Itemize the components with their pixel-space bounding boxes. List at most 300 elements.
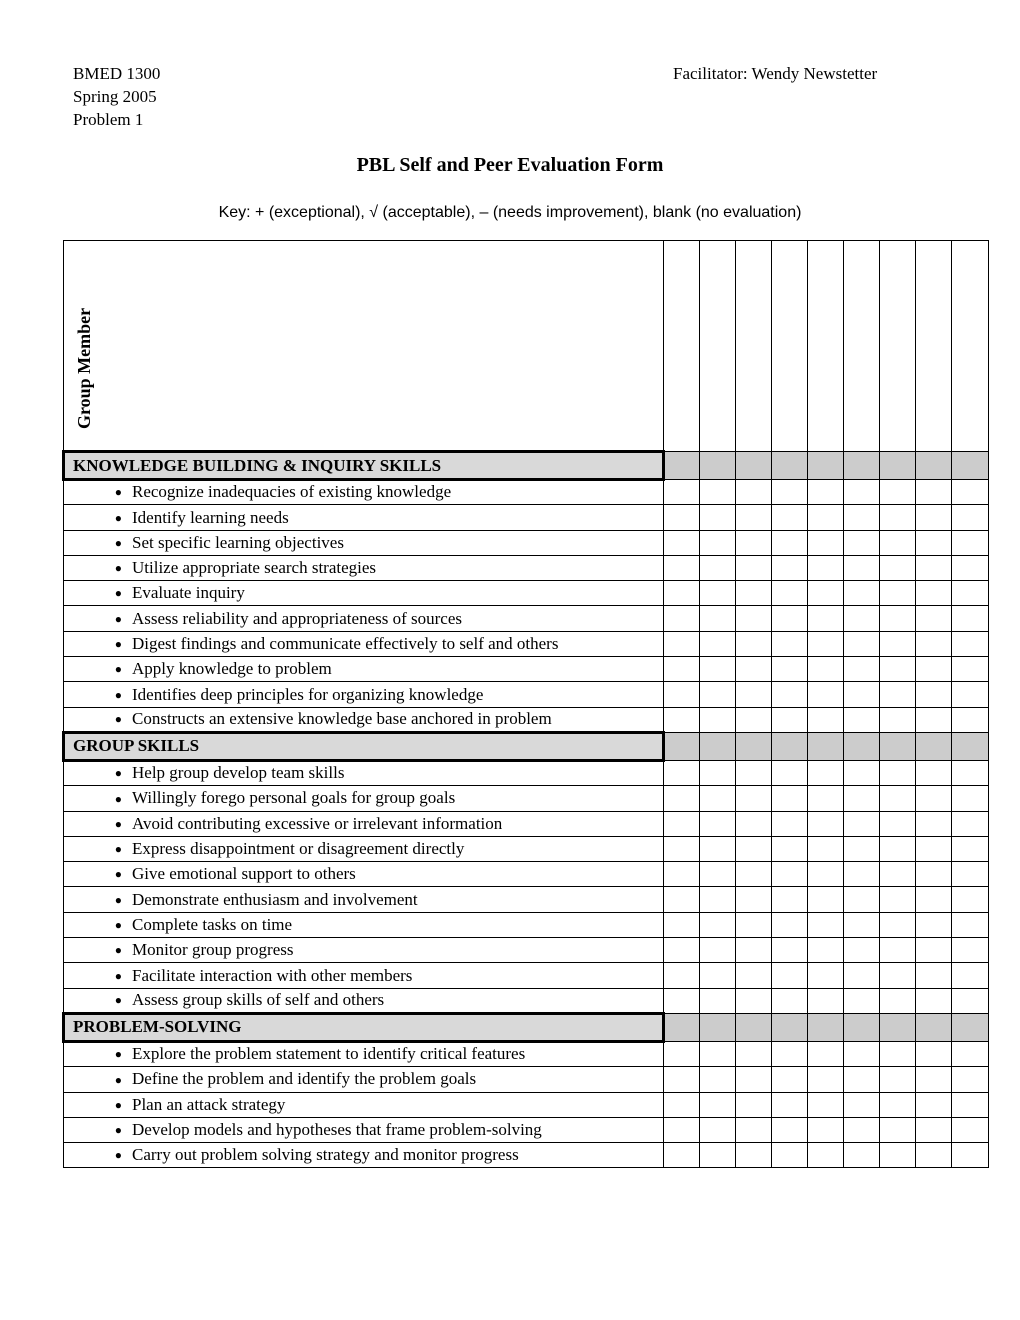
rating-cell-3[interactable]: [736, 1117, 772, 1142]
rating-cell-8[interactable]: [916, 862, 952, 887]
rating-cell-4[interactable]: [772, 988, 808, 1013]
rating-cell-6[interactable]: [844, 1041, 880, 1066]
rating-cell-5[interactable]: [808, 631, 844, 656]
rating-cell-3[interactable]: [736, 862, 772, 887]
rating-cell-1[interactable]: [664, 1143, 700, 1168]
rating-cell-9[interactable]: [952, 963, 989, 988]
section-shaded-cell: [880, 1013, 916, 1041]
section-shaded-cell: [700, 732, 736, 760]
rating-cell-2[interactable]: [700, 707, 736, 732]
rating-cell-5[interactable]: [808, 606, 844, 631]
header-course-info: [73, 62, 160, 131]
bullet-icon: ●: [114, 816, 122, 831]
rating-cell-6[interactable]: [844, 811, 880, 836]
rating-cell-3[interactable]: [736, 988, 772, 1013]
rating-cell-4[interactable]: [772, 811, 808, 836]
table-row: [64, 581, 989, 606]
rating-cell-2[interactable]: [700, 1117, 736, 1142]
rating-cell-2[interactable]: [700, 606, 736, 631]
rating-cell-7[interactable]: [880, 912, 916, 937]
skill-label: Explore the problem statement to identify critical features: [132, 1044, 526, 1064]
skill-item: [64, 480, 664, 505]
rating-cell-9[interactable]: [952, 530, 989, 555]
rating-cell-3[interactable]: [736, 631, 772, 656]
bullet-icon: ●: [114, 637, 122, 652]
rating-cell-7[interactable]: [880, 606, 916, 631]
rating-cell-9[interactable]: [952, 912, 989, 937]
table-row: [64, 657, 989, 682]
rating-cell-5[interactable]: [808, 836, 844, 861]
rating-cell-7[interactable]: [880, 963, 916, 988]
rating-cell-3[interactable]: [736, 707, 772, 732]
rating-cell-9[interactable]: [952, 988, 989, 1013]
rating-cell-2[interactable]: [700, 760, 736, 785]
section-shaded-cell: [664, 732, 700, 760]
rating-cell-2[interactable]: [700, 811, 736, 836]
rating-cell-8[interactable]: [916, 1143, 952, 1168]
rating-cell-1[interactable]: [664, 581, 700, 606]
rating-cell-6[interactable]: [844, 657, 880, 682]
rating-cell-9[interactable]: [952, 1117, 989, 1142]
course-term: Spring 2005: [73, 87, 157, 106]
rating-cell-6[interactable]: [844, 862, 880, 887]
rating-cell-7[interactable]: [880, 1092, 916, 1117]
rating-cell-4[interactable]: [772, 862, 808, 887]
rating-cell-3[interactable]: [736, 555, 772, 580]
rating-cell-8[interactable]: [916, 682, 952, 707]
rating-cell-2[interactable]: [700, 836, 736, 861]
rating-cell-5[interactable]: [808, 760, 844, 785]
rating-cell-1[interactable]: [664, 912, 700, 937]
skill-label: Give emotional support to others: [132, 864, 356, 884]
skill-item: [64, 912, 664, 937]
rating-cell-5[interactable]: [808, 1143, 844, 1168]
rating-cell-1[interactable]: [664, 682, 700, 707]
rating-cell-2[interactable]: [700, 786, 736, 811]
table-row: [64, 1067, 989, 1092]
rating-cell-5[interactable]: [808, 811, 844, 836]
rating-cell-2[interactable]: [700, 480, 736, 505]
section-shaded-cell: [880, 732, 916, 760]
rating-cell-4[interactable]: [772, 682, 808, 707]
rating-cell-4[interactable]: [772, 1143, 808, 1168]
rating-cell-8[interactable]: [916, 606, 952, 631]
rating-cell-5[interactable]: [808, 682, 844, 707]
rating-cell-9[interactable]: [952, 480, 989, 505]
skill-label: Recognize inadequacies of existing knowledge: [132, 482, 452, 502]
skill-label: Identifies deep principles for organizing knowledge: [132, 684, 484, 704]
rating-cell-1[interactable]: [664, 530, 700, 555]
rating-cell-2[interactable]: [700, 963, 736, 988]
rating-cell-5[interactable]: [808, 786, 844, 811]
rating-cell-1[interactable]: [664, 555, 700, 580]
table-row: [64, 682, 989, 707]
rating-cell-6[interactable]: [844, 988, 880, 1013]
rating-cell-6[interactable]: [844, 480, 880, 505]
rating-cell-2[interactable]: [700, 988, 736, 1013]
rating-cell-6[interactable]: [844, 682, 880, 707]
rating-cell-6[interactable]: [844, 760, 880, 785]
rating-cell-2[interactable]: [700, 1143, 736, 1168]
rating-cell-1[interactable]: [664, 505, 700, 530]
rating-cell-4[interactable]: [772, 938, 808, 963]
member-name-cell-2[interactable]: [700, 241, 736, 452]
member-name-cell-5[interactable]: [808, 241, 844, 452]
evaluation-key: Key: + (exceptional), √ (acceptable), – (needs improvement), blank (no evaluation): [218, 204, 802, 221]
rating-cell-9[interactable]: [952, 811, 989, 836]
rating-cell-4[interactable]: [772, 480, 808, 505]
rating-cell-6[interactable]: [844, 786, 880, 811]
skill-item: [64, 988, 664, 1013]
rating-cell-7[interactable]: [880, 682, 916, 707]
rating-cell-9[interactable]: [952, 836, 989, 861]
rating-cell-1[interactable]: [664, 606, 700, 631]
table-row: [64, 963, 989, 988]
skill-label: Evaluate inquiry: [132, 583, 245, 603]
rating-cell-1[interactable]: [664, 938, 700, 963]
table-row: [64, 505, 989, 530]
rating-cell-1[interactable]: [664, 963, 700, 988]
table-row: [64, 606, 989, 631]
rating-cell-1[interactable]: [664, 631, 700, 656]
section-shaded-cell: [736, 732, 772, 760]
rating-cell-3[interactable]: [736, 887, 772, 912]
skill-label: Digest findings and communicate effectively to self and others: [132, 633, 559, 653]
rating-cell-2[interactable]: [700, 887, 736, 912]
rating-cell-7[interactable]: [880, 581, 916, 606]
rating-cell-2[interactable]: [700, 1041, 736, 1066]
rating-cell-9[interactable]: [952, 1067, 989, 1092]
rating-cell-6[interactable]: [844, 530, 880, 555]
rating-cell-9[interactable]: [952, 887, 989, 912]
rating-cell-1[interactable]: [664, 480, 700, 505]
rating-cell-8[interactable]: [916, 1092, 952, 1117]
rating-cell-2[interactable]: [700, 581, 736, 606]
rating-cell-4[interactable]: [772, 581, 808, 606]
rating-cell-4[interactable]: [772, 1117, 808, 1142]
rating-cell-9[interactable]: [952, 707, 989, 732]
rating-cell-9[interactable]: [952, 862, 989, 887]
section-shaded-cell: [736, 1013, 772, 1041]
rating-cell-4[interactable]: [772, 1041, 808, 1066]
rating-cell-8[interactable]: [916, 760, 952, 785]
rating-cell-2[interactable]: [700, 1067, 736, 1092]
rating-cell-7[interactable]: [880, 707, 916, 732]
rating-cell-7[interactable]: [880, 657, 916, 682]
rating-cell-7[interactable]: [880, 631, 916, 656]
rating-cell-9[interactable]: [952, 938, 989, 963]
rating-cell-6[interactable]: [844, 1143, 880, 1168]
rating-cell-1[interactable]: [664, 862, 700, 887]
rating-cell-8[interactable]: [916, 1041, 952, 1066]
table-row: [64, 811, 989, 836]
section-shaded-cell: [916, 452, 952, 480]
skill-label: Assess group skills of self and others: [132, 989, 385, 1009]
rating-cell-6[interactable]: [844, 1092, 880, 1117]
rating-cell-7[interactable]: [880, 555, 916, 580]
rating-cell-4[interactable]: [772, 530, 808, 555]
rating-cell-1[interactable]: [664, 760, 700, 785]
rating-cell-4[interactable]: [772, 760, 808, 785]
rating-cell-9[interactable]: [952, 1092, 989, 1117]
rating-cell-3[interactable]: [736, 480, 772, 505]
rating-cell-6[interactable]: [844, 912, 880, 937]
rating-cell-4[interactable]: [772, 887, 808, 912]
section-shaded-cell: [808, 452, 844, 480]
rating-cell-5[interactable]: [808, 1067, 844, 1092]
rating-cell-9[interactable]: [952, 1041, 989, 1066]
rating-cell-3[interactable]: [736, 530, 772, 555]
rating-cell-7[interactable]: [880, 480, 916, 505]
rating-cell-8[interactable]: [916, 530, 952, 555]
rating-cell-7[interactable]: [880, 887, 916, 912]
rating-cell-3[interactable]: [736, 786, 772, 811]
rating-cell-4[interactable]: [772, 631, 808, 656]
rating-cell-6[interactable]: [844, 887, 880, 912]
section-shaded-cell: [952, 732, 989, 760]
rating-cell-6[interactable]: [844, 963, 880, 988]
rating-cell-1[interactable]: [664, 887, 700, 912]
rating-cell-8[interactable]: [916, 912, 952, 937]
group-member-header: [64, 241, 664, 452]
rating-cell-3[interactable]: [736, 1041, 772, 1066]
rating-cell-3[interactable]: [736, 682, 772, 707]
rating-cell-5[interactable]: [808, 862, 844, 887]
rating-cell-8[interactable]: [916, 938, 952, 963]
rating-cell-7[interactable]: [880, 938, 916, 963]
rating-cell-3[interactable]: [736, 811, 772, 836]
rating-cell-1[interactable]: [664, 1041, 700, 1066]
rating-cell-2[interactable]: [700, 631, 736, 656]
member-name-cell-9[interactable]: [952, 241, 989, 452]
rating-cell-5[interactable]: [808, 480, 844, 505]
rating-cell-1[interactable]: [664, 1067, 700, 1092]
rating-cell-4[interactable]: [772, 1092, 808, 1117]
rating-cell-5[interactable]: [808, 1041, 844, 1066]
skill-label: Facilitate interaction with other members: [132, 965, 413, 985]
rating-cell-3[interactable]: [736, 836, 772, 861]
skill-item: [64, 606, 664, 631]
rating-cell-3[interactable]: [736, 1067, 772, 1092]
rating-cell-9[interactable]: [952, 555, 989, 580]
rating-cell-6[interactable]: [844, 1117, 880, 1142]
rating-cell-7[interactable]: [880, 1117, 916, 1142]
rating-cell-4[interactable]: [772, 1067, 808, 1092]
table-row: [64, 631, 989, 656]
rating-cell-9[interactable]: [952, 581, 989, 606]
rating-cell-2[interactable]: [700, 938, 736, 963]
table-row: [64, 760, 989, 785]
rating-cell-8[interactable]: [916, 786, 952, 811]
rating-cell-8[interactable]: [916, 811, 952, 836]
rating-cell-7[interactable]: [880, 530, 916, 555]
rating-cell-3[interactable]: [736, 1143, 772, 1168]
member-name-cell-8[interactable]: [916, 241, 952, 452]
rating-cell-9[interactable]: [952, 606, 989, 631]
rating-cell-6[interactable]: [844, 505, 880, 530]
rating-cell-8[interactable]: [916, 963, 952, 988]
rating-cell-4[interactable]: [772, 657, 808, 682]
bullet-icon: ●: [114, 510, 122, 525]
rating-cell-2[interactable]: [700, 530, 736, 555]
rating-cell-7[interactable]: [880, 836, 916, 861]
rating-cell-7[interactable]: [880, 786, 916, 811]
rating-cell-4[interactable]: [772, 963, 808, 988]
rating-cell-3[interactable]: [736, 581, 772, 606]
table-row: [64, 1117, 989, 1142]
rating-cell-1[interactable]: [664, 707, 700, 732]
bullet-icon: ●: [114, 943, 122, 958]
rating-cell-3[interactable]: [736, 606, 772, 631]
rating-cell-6[interactable]: [844, 1067, 880, 1092]
rating-cell-3[interactable]: [736, 657, 772, 682]
rating-cell-8[interactable]: [916, 555, 952, 580]
group-member-header-row: [64, 241, 989, 452]
rating-cell-7[interactable]: [880, 1041, 916, 1066]
rating-cell-5[interactable]: [808, 530, 844, 555]
rating-cell-8[interactable]: [916, 505, 952, 530]
skill-item: [64, 657, 664, 682]
rating-cell-9[interactable]: [952, 505, 989, 530]
rating-cell-4[interactable]: [772, 606, 808, 631]
rating-cell-4[interactable]: [772, 836, 808, 861]
rating-cell-5[interactable]: [808, 1117, 844, 1142]
bullet-icon: ●: [114, 1097, 122, 1112]
rating-cell-1[interactable]: [664, 811, 700, 836]
section-title: KNOWLEDGE BUILDING & INQUIRY SKILLS: [64, 452, 664, 480]
rating-cell-3[interactable]: [736, 938, 772, 963]
rating-cell-5[interactable]: [808, 887, 844, 912]
rating-cell-6[interactable]: [844, 631, 880, 656]
member-name-cell-3[interactable]: [736, 241, 772, 452]
rating-cell-2[interactable]: [700, 682, 736, 707]
rating-cell-8[interactable]: [916, 1117, 952, 1142]
rating-cell-6[interactable]: [844, 707, 880, 732]
rating-cell-2[interactable]: [700, 555, 736, 580]
rating-cell-7[interactable]: [880, 1143, 916, 1168]
rating-cell-9[interactable]: [952, 786, 989, 811]
section-shaded-cell: [772, 452, 808, 480]
rating-cell-3[interactable]: [736, 505, 772, 530]
rating-cell-5[interactable]: [808, 505, 844, 530]
rating-cell-5[interactable]: [808, 581, 844, 606]
skill-label: Monitor group progress: [132, 940, 294, 960]
rating-cell-2[interactable]: [700, 912, 736, 937]
course-code: BMED 1300: [73, 64, 161, 83]
skill-label: Complete tasks on time: [132, 914, 293, 934]
rating-cell-5[interactable]: [808, 912, 844, 937]
rating-cell-1[interactable]: [664, 786, 700, 811]
bullet-icon: ●: [114, 687, 122, 702]
section-shaded-cell: [916, 732, 952, 760]
table-row: [64, 1041, 989, 1066]
rating-cell-3[interactable]: [736, 912, 772, 937]
section-shaded-cell: [700, 452, 736, 480]
rating-cell-9[interactable]: [952, 1143, 989, 1168]
rating-cell-8[interactable]: [916, 657, 952, 682]
member-name-cell-7[interactable]: [880, 241, 916, 452]
section-shaded-cell: [844, 452, 880, 480]
skill-label: Express disappointment or disagreement directly: [132, 839, 465, 859]
rating-cell-6[interactable]: [844, 581, 880, 606]
table-row: [64, 912, 989, 937]
skill-item: [64, 836, 664, 861]
rating-cell-1[interactable]: [664, 657, 700, 682]
rating-cell-8[interactable]: [916, 887, 952, 912]
rating-cell-5[interactable]: [808, 938, 844, 963]
rating-cell-7[interactable]: [880, 988, 916, 1013]
rating-cell-8[interactable]: [916, 836, 952, 861]
skill-item: [64, 631, 664, 656]
rating-cell-4[interactable]: [772, 912, 808, 937]
rating-cell-2[interactable]: [700, 862, 736, 887]
rating-cell-8[interactable]: [916, 631, 952, 656]
member-name-cell-6[interactable]: [844, 241, 880, 452]
rating-cell-5[interactable]: [808, 707, 844, 732]
member-name-cell-4[interactable]: [772, 241, 808, 452]
bullet-icon: ●: [114, 711, 122, 726]
rating-cell-8[interactable]: [916, 988, 952, 1013]
rating-cell-7[interactable]: [880, 862, 916, 887]
rating-cell-4[interactable]: [772, 786, 808, 811]
rating-cell-1[interactable]: [664, 1092, 700, 1117]
rating-cell-5[interactable]: [808, 963, 844, 988]
rating-cell-7[interactable]: [880, 1067, 916, 1092]
rating-cell-6[interactable]: [844, 938, 880, 963]
rating-cell-7[interactable]: [880, 760, 916, 785]
rating-cell-9[interactable]: [952, 657, 989, 682]
skill-item: [64, 530, 664, 555]
rating-cell-2[interactable]: [700, 657, 736, 682]
table-row: [64, 786, 989, 811]
rating-cell-1[interactable]: [664, 836, 700, 861]
rating-cell-5[interactable]: [808, 1092, 844, 1117]
section-shaded-cell: [772, 1013, 808, 1041]
rating-cell-7[interactable]: [880, 505, 916, 530]
rating-cell-2[interactable]: [700, 505, 736, 530]
rating-cell-4[interactable]: [772, 707, 808, 732]
table-row: [64, 530, 989, 555]
rating-cell-6[interactable]: [844, 555, 880, 580]
rating-cell-6[interactable]: [844, 836, 880, 861]
rating-cell-9[interactable]: [952, 760, 989, 785]
rating-cell-1[interactable]: [664, 988, 700, 1013]
rating-cell-8[interactable]: [916, 480, 952, 505]
section-header-row: [64, 1013, 989, 1041]
section-header-row: [64, 452, 989, 480]
rating-cell-8[interactable]: [916, 1067, 952, 1092]
rating-cell-3[interactable]: [736, 1092, 772, 1117]
rating-cell-4[interactable]: [772, 505, 808, 530]
rating-cell-8[interactable]: [916, 581, 952, 606]
rating-cell-4[interactable]: [772, 555, 808, 580]
rating-cell-3[interactable]: [736, 963, 772, 988]
rating-cell-5[interactable]: [808, 988, 844, 1013]
rating-cell-8[interactable]: [916, 707, 952, 732]
rating-cell-7[interactable]: [880, 811, 916, 836]
rating-cell-6[interactable]: [844, 606, 880, 631]
member-name-cell-1[interactable]: [664, 241, 700, 452]
rating-cell-5[interactable]: [808, 555, 844, 580]
skill-item: [64, 505, 664, 530]
rating-cell-1[interactable]: [664, 1117, 700, 1142]
rating-cell-9[interactable]: [952, 631, 989, 656]
rating-cell-5[interactable]: [808, 657, 844, 682]
rating-cell-3[interactable]: [736, 760, 772, 785]
table-row: [64, 707, 989, 732]
rating-cell-2[interactable]: [700, 1092, 736, 1117]
rating-cell-9[interactable]: [952, 682, 989, 707]
